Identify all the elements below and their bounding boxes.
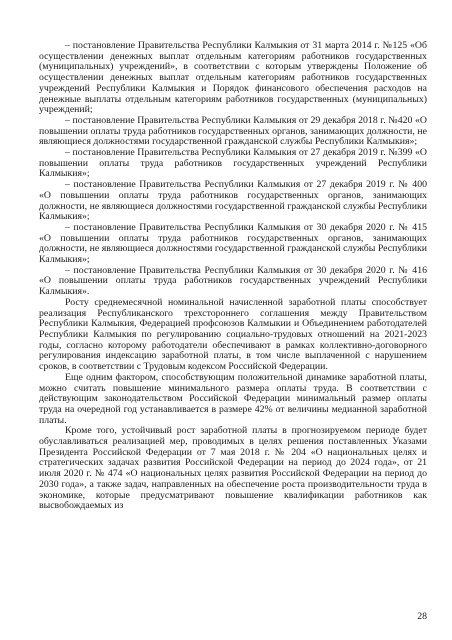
page-number: 28 (417, 611, 427, 622)
paragraph-decree-416: – постановление Правительства Республики Калмыкия от 30 декабря 2020 г. № 416 «О повышении оплаты труда работников государственных учреждений Республики Калмыкия». (39, 264, 427, 298)
paragraph-minimum-wage: Еще одним фактором, способствующим положительной динамике заработной платы, можно считать повышение минимального размера оплаты труда. В соответствии с действующим законодательством Российской Федерации минимальный размер оплаты труда на очередной год устанавливается в размере 42% от величины медианной заработной платы. (39, 371, 427, 426)
paragraph-national-goals: Кроме того, устойчивый рост заработной платы в прогнозируемом периоде будет обуславливаться реализацией мер, проводимых в целях решения поставленных Указами Президента Российской Федерации от 7 мая 2018 г. № 204 «О национальных целях и стратегических задачах развития Российской Федерации на период до 2024 года», от 21 июля 2020 г. № 474 «О национальных целях развития Российской Федерации на период до 2030 года», а также задач, направленных на обеспечение роста производительности труда в экономике, которые предусматривают повышение квалификации работников как высвобождаемых из (39, 425, 427, 512)
paragraph-decree-400: – постановление Правительства Республики Калмыкия от 27 декабря 2019 г. № 400 «О повышении оплаты труда работников государственных органов, занимающих должности, не являющиеся должностями государственной гражданской службы Республики Калмыкия»; (39, 179, 427, 223)
paragraph-decree-399: – постановление Правительства Республики Калмыкия от 27 декабря 2019 г. №399 «О повышении оплаты труда работников государственных учреждений Республики Калмыкия»; (39, 147, 427, 180)
paragraph-decree-420: – постановление Правительства Республики Калмыкия от 29 декабря 2018 г. №420 «О повышении оплаты труда работников государственных органов, занимающих должности, не являющиеся должностями государственной гражданской службы Республики Калмыкия»; (39, 114, 427, 148)
paragraph-decree-125: – постановление Правительства Республики Калмыкия от 31 марта 2014 г. №125 «Об осуществлении денежных выплат отдельным категориям работников государственных (муниципальных) учреждений», в соответствии с которым утверждены Положение об осуществлении денежных выплат отдельным категориям работников государственных учреждений Республики Калмыкия и Порядок финансового обеспечения расходов на денежные выплаты отдельным категориям работников государственных (муниципальных) учреждений; (39, 40, 427, 116)
paragraph-decree-415: – постановление Правительства Республики Калмыкия от 30 декабря 2020 г. № 415 «О повышении оплаты труда работников государственных органов, занимающих должности, не являющиеся должностями государственной гражданской службы Республики Калмыкия»; (39, 221, 427, 266)
document-body (39, 41, 427, 512)
paragraph-wage-growth: Росту среднемесячной номинальной начисленной заработной платы способствует реализация Республиканского трехстороннего соглашения между Правительством Республики Калмыкия, Федерацией профсоюзов Калмыкии и Объединением работодателей Республики Калмыкия по регулированию социально-трудовых отношений на 2021-2023 годы, согласно которому работодатели обеспечивают в рамках коллективно-договорного регулирования индексацию заработной платы, в том числе выплаченной с нарушением сроков, в соответствии с Трудовым кодексом Российской Федерации. (39, 296, 427, 373)
